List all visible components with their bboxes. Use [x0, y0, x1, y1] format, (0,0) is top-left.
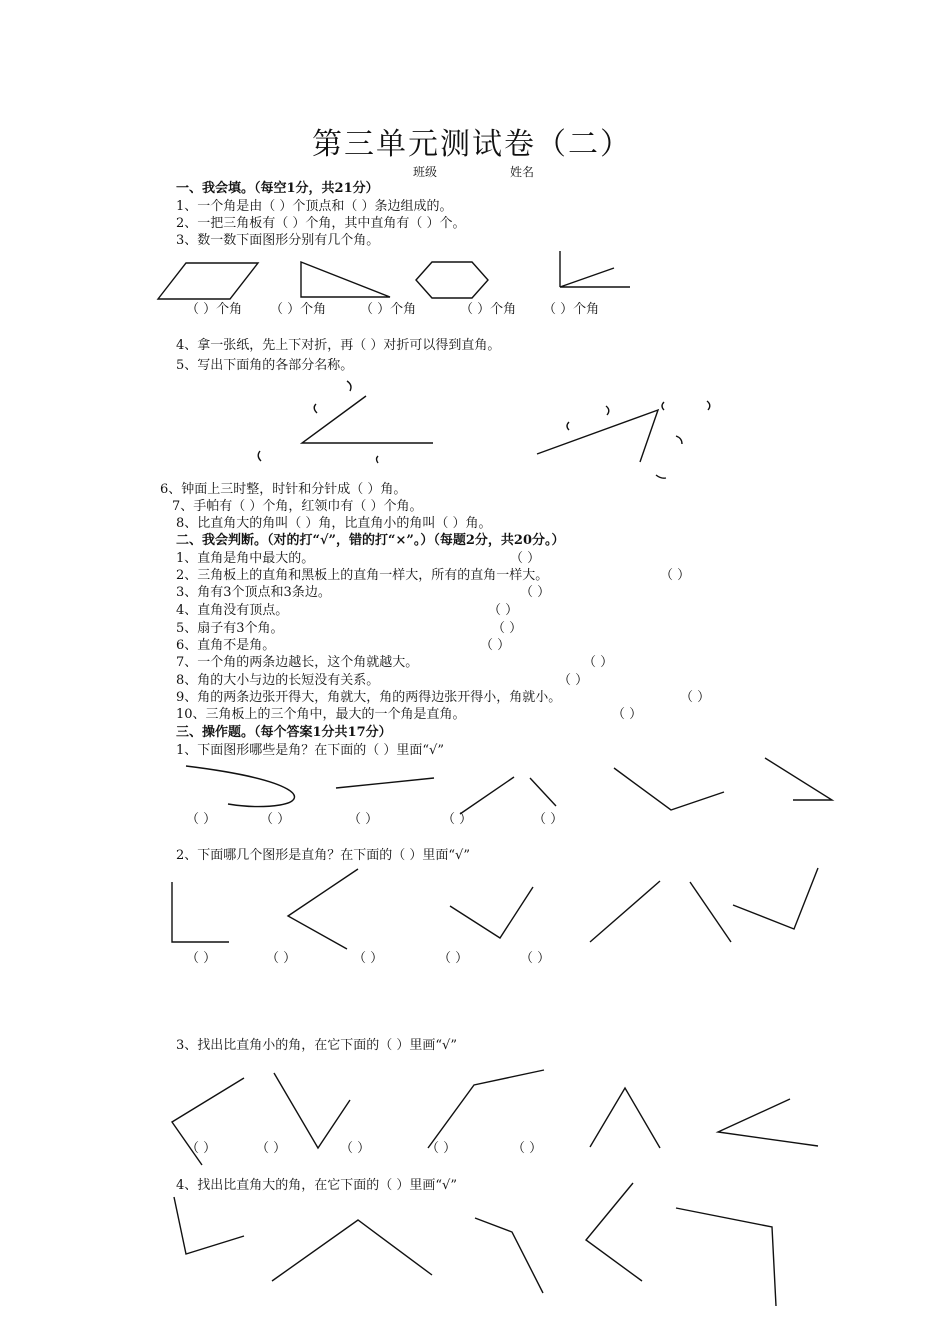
line-figure	[336, 778, 434, 788]
part3-q4: 4、找出比直角大的角，在它下面的（ ）里画“√”	[176, 1178, 457, 1193]
name-label: 姓名	[510, 165, 535, 179]
judge-item-8: 8、角的大小与边的长短没有关系。	[176, 673, 380, 688]
label-angle-2	[537, 410, 658, 462]
part2-heading: 二、我会判断。（对的打“√”，错的打“×”。）（每题2分，共20分。）	[176, 533, 565, 548]
angle-figure-q4-5	[676, 1208, 776, 1306]
angle-figure-q3-5	[718, 1099, 818, 1146]
angle-figure-q2-3	[450, 887, 533, 938]
parallelogram-figure	[158, 263, 258, 299]
curve-figure	[186, 766, 294, 807]
judge-paren-8: （ ）	[558, 673, 589, 688]
p3q3-paren-3: （ ）	[340, 1141, 371, 1156]
mark-4	[377, 456, 379, 463]
mark-5	[567, 422, 569, 430]
angle-figure-q2-6	[733, 868, 818, 929]
open-figure-2	[530, 778, 556, 806]
p3q2-paren-4: （ ）	[438, 951, 469, 966]
judge-item-9: 9、角的两条边张开得大，角就大，角的两得边张开得小，角就小。	[176, 690, 562, 705]
judge-item-7: 7、一个角的两条边越长，这个角就越大。	[176, 655, 419, 670]
mark-9	[676, 436, 682, 444]
shape-answer-2: （ ）个角	[270, 302, 327, 317]
mark-1	[347, 381, 351, 391]
part3-q2: 2、下面哪几个图形是直角？在下面的（ ）里面“√”	[176, 848, 470, 863]
right-triangle-figure	[301, 262, 390, 297]
label-angle-1	[302, 396, 433, 443]
class-label: 班级	[413, 165, 438, 179]
p3q2-paren-3: （ ）	[353, 951, 384, 966]
judge-paren-3: （ ）	[520, 585, 551, 600]
judge-item-10: 10、三角板上的三个角中，最大的一个角是直角。	[176, 707, 466, 722]
part1-heading: 一、我会填。（每空1分，共21分）	[176, 181, 379, 196]
shape-answer-4: （ ）个角	[460, 302, 517, 317]
judge-paren-2: （ ）	[660, 568, 691, 583]
part1-q4: 4、拿一张纸，先上下对折，再（ ）对折可以得到直角。	[176, 338, 501, 353]
judge-item-6: 6、直角不是角。	[176, 638, 276, 653]
open-figure-1	[460, 777, 514, 814]
p3q2-paren-1: （ ）	[186, 951, 217, 966]
judge-item-4: 4、直角没有顶点。	[176, 603, 289, 618]
judge-paren-4: （ ）	[488, 603, 519, 618]
mark-8	[707, 401, 710, 410]
shape-answer-5: （ ）个角	[543, 302, 600, 317]
line-figure-q2-5	[690, 882, 731, 942]
mark-7	[662, 402, 664, 410]
part3-q1: 1、下面图形哪些是角？在下面的（ ）里面“√”	[176, 743, 444, 758]
p3q3-paren-4: （ ）	[426, 1141, 457, 1156]
angle-figure-q4-2	[272, 1220, 432, 1281]
angle-figure-q1-5	[765, 758, 832, 800]
part1-q8: 8、比直角大的角叫（ ）角，比直角小的角叫（ ）角。	[176, 516, 492, 531]
line-figure-q2-4	[590, 881, 660, 942]
judge-item-2: 2、三角板上的直角和黑板上的直角一样大，所有的直角一样大。	[176, 568, 549, 583]
p3q3-paren-1: （ ）	[186, 1141, 217, 1156]
judge-paren-1: （ ）	[510, 551, 541, 566]
angle-figure-q4-1	[174, 1197, 244, 1254]
part3-q3: 3、找出比直角小的角，在它下面的（ ）里画“√”	[176, 1038, 457, 1053]
p3q1-paren-2: （ ）	[260, 812, 291, 827]
angle-figure-q3-2	[274, 1073, 350, 1148]
judge-item-3: 3、角有3个顶点和3条边。	[176, 585, 331, 600]
judge-item-5: 5、扇子有3个角。	[176, 621, 284, 636]
angle-figure	[560, 268, 630, 287]
p3q3-paren-2: （ ）	[256, 1141, 287, 1156]
part1-q7: 7、手帕有（ ）个角，红领巾有（ ）个角。	[172, 499, 423, 514]
angle-figure-q4-4	[586, 1183, 642, 1281]
p3q3-paren-5: （ ）	[512, 1141, 543, 1156]
angle-figure-q2-2	[288, 869, 358, 949]
p3q2-paren-2: （ ）	[266, 951, 297, 966]
p3q1-paren-1: （ ）	[186, 812, 217, 827]
part3-heading: 三、操作题。（每个答案1分共17分）	[176, 725, 392, 740]
shape-answer-3: （ ）个角	[360, 302, 417, 317]
mark-10	[656, 475, 666, 478]
right-angle-figure-1	[172, 882, 229, 942]
part1-q6: 6、钟面上三时整，时针和分针成（ ）角。	[160, 482, 407, 497]
mark-2	[314, 404, 317, 413]
mark-3	[258, 451, 261, 461]
part1-q1: 1、一个角是由（ ）个顶点和（ ）条边组成的。	[176, 199, 453, 214]
angle-figure-q4-3	[475, 1218, 543, 1293]
angle-figure-q1-4	[614, 768, 724, 810]
judge-paren-6: （ ）	[480, 638, 511, 653]
angle-figure-q3-4	[590, 1088, 660, 1148]
judge-paren-5: （ ）	[492, 621, 523, 636]
part1-q2: 2、一把三角板有（ ）个角，其中直角有（ ）个。	[176, 216, 466, 231]
p3q1-paren-5: （ ）	[533, 812, 564, 827]
p3q2-paren-5: （ ）	[520, 951, 551, 966]
hexagon-figure	[416, 262, 488, 298]
angle-figure-q3-1	[172, 1078, 244, 1165]
mark-6	[606, 406, 609, 415]
p3q1-paren-3: （ ）	[348, 812, 379, 827]
page-title: 第三单元测试卷（二）	[312, 127, 632, 162]
judge-paren-9: （ ）	[680, 690, 711, 705]
shape-answer-1: （ ）个角	[186, 302, 243, 317]
p3q1-paren-4: （ ）	[442, 812, 473, 827]
judge-paren-7: （ ）	[583, 655, 614, 670]
part1-q5: 5、写出下面角的各部分名称。	[176, 358, 354, 373]
judge-paren-10: （ ）	[612, 707, 643, 722]
part1-q3: 3、数一数下面图形分别有几个角。	[176, 233, 380, 248]
judge-item-1: 1、直角是角中最大的。	[176, 551, 315, 566]
angle-figure-q3-3	[428, 1070, 544, 1148]
